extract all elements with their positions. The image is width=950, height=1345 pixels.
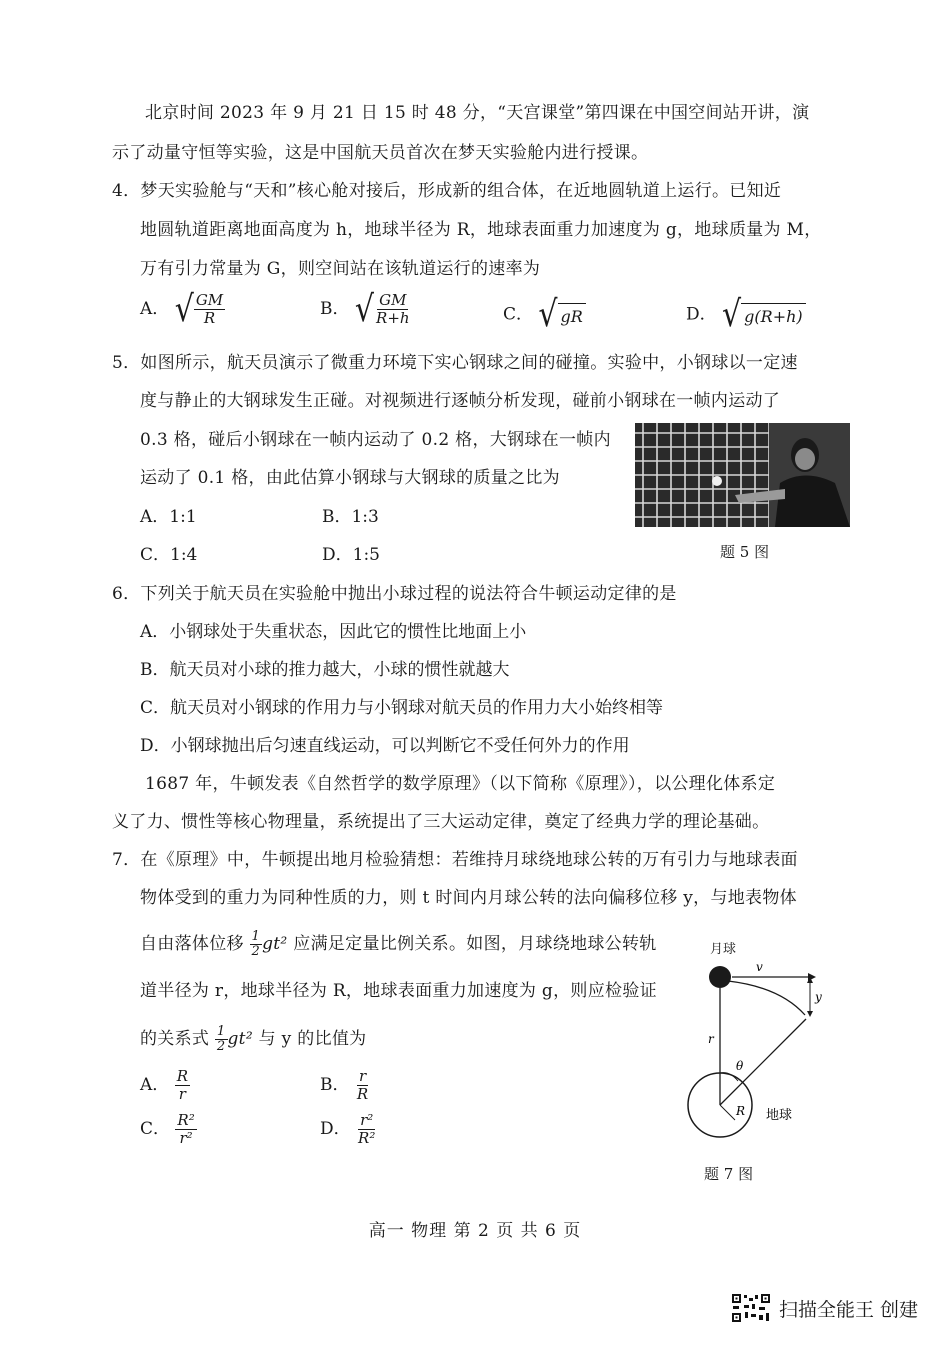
q4-line-2: 地圆轨道距离地面高度为 h，地球半径为 R，地球表面重力加速度为 g，地球质量为 M， [140,220,822,240]
intro-line-2: 示了动量守恒等实验，这是中国航天员首次在梦天实验舱内进行授课。 [112,143,649,163]
q6-option-b: B．航天员对小球的推力越大，小球的惯性就越大 [140,660,510,680]
q7-option-b: B． $\frac{r}{R}$ [320,1067,369,1103]
q6-option-c: C．航天员对小钢球的作用力与小钢球对航天员的作用力大小始终相等 [140,698,664,718]
velocity-label: v [756,960,763,974]
half-fraction: $\frac{1}{2}$ [216,1024,226,1054]
r-label: r [708,1032,714,1046]
q4-option-d [686,293,806,336]
q4-option-a [140,287,225,330]
fraction: $\frac{R}{r}$ [176,1067,188,1103]
option-label: A． [140,299,170,319]
q5-line-2: 度与静止的大钢球发生正碰。对视频进行逐帧分析发现，碰前小钢球在一帧内运动了 [140,391,781,411]
q5-option-a: A．1:1 [140,507,197,527]
moon-icon [709,966,731,988]
sqrt-expression: √ gR [538,300,585,330]
q5-option-b: B．1:3 [322,507,379,527]
astronaut-grid-photo [635,423,850,527]
earth-label: 地球 [766,1108,793,1123]
q5-line-3: 0.3 格，碰后小钢球在一帧内运动了 0.2 格，大钢球在一帧内 [140,430,611,450]
q5-option-c: C．1:4 [140,545,198,565]
q4-line-1: 4．梦天实验舱与“天和”核心舱对接后，形成新的组合体，在近地圆轨道上运行。已知近 [112,181,782,201]
q7-orbit-diagram [680,935,850,1160]
q6-option-a: A．小钢球处于失重状态，因此它的惯性比地面上小 [140,622,527,642]
q4-line-3: 万有引力常量为 G，则空间站在该轨道运行的速率为 [140,259,541,279]
sqrt-expression: √ $\frac{GM}{R+h}$ [354,287,410,330]
moon-label: 月球 [710,942,737,957]
scanner-app-name: 扫描全能王 创建 [778,1298,918,1321]
q4-option-b [320,287,412,330]
q7-line-1: 7．在《原理》中，牛顿提出地月检验猜想：若维持月球绕地球公转的万有引力与地球表面 [112,850,798,870]
fraction: $\frac{r}{R}$ [356,1067,369,1103]
sqrt-expression: √ g(R+h) [722,300,806,330]
option-label: C． [503,304,534,325]
q5-line-1: 5．如图所示，航天员演示了微重力环境下实心钢球之间的碰撞。实验中，小钢球以一定速 [112,353,798,373]
y-label: y [815,990,822,1004]
intro2-line-2: 义了力、惯性等核心物理量，系统提出了三大运动定律，奠定了经典力学的理论基础。 [112,812,770,832]
intro-line-1: 北京时间 2023 年 9 月 21 日 15 时 48 分，“天宫课堂”第四课在中国空间站开讲，演 [145,103,810,123]
q7-line-5: 的关系式 $\frac{1}{2}$ gt² 与 y 的比值为 [140,1024,367,1054]
q7-line-4: 道半径为 r，地球半径为 R，地球表面重力加速度为 g，则应检验证 [140,981,657,1001]
radius-line-2 [720,1019,806,1105]
q4-option-c [503,293,586,336]
fraction: $\frac{\text{R²}}{\text{r²}}$ [177,1111,195,1147]
fraction: $\frac{GM}{R}$ [195,291,224,327]
intro2-line-1: 1687 年，牛顿发表《自然哲学的数学原理》（以下简称《原理》），以公理化体系定 [145,774,776,794]
earth-radius-label: R [736,1104,746,1118]
scanner-watermark [731,1293,918,1323]
q6-option-d: D．小钢球抛出后匀速直线运动，可以判断它不受任何外力的作用 [140,736,630,756]
q5-option-d: D．1:5 [322,545,380,565]
q6-line-1: 6．下列关于航天员在实验舱中抛出小球过程的说法符合牛顿运动定律的是 [112,584,677,604]
q7-figure-caption: 题 7 图 [704,1165,754,1183]
q5-photo [635,423,850,527]
q5-line-4: 运动了 0.1 格，由此估算小钢球与大钢球的质量之比为 [140,468,560,488]
fraction: $\frac{\text{r²}}{\text{R²}}$ [358,1111,376,1147]
qr-code-icon [731,1293,771,1323]
q7-line-3: 自由落体位移 $\frac{1}{2}$ gt² 应满足定量比例关系。如图，月球绕地球公转轨 [140,929,657,959]
option-label: D． [686,304,717,325]
q7-option-c: C． $\frac{\text{R²}}{\text{r²}}$ [140,1111,195,1147]
q7-option-d: D． $\frac{\text{r²}}{\text{R²}}$ [320,1111,376,1147]
theta-label: θ [736,1059,744,1073]
fraction: $\frac{GM}{R+h}$ [376,291,410,327]
option-label: B． [320,299,350,319]
q5-figure-caption: 题 5 图 [720,543,770,561]
q7-line-2: 物体受到的重力为同种性质的力，则 t 时间内月球公转的法向偏移位移 y，与地表物体 [140,888,797,908]
orbit-arc [728,981,805,1015]
page-footer: 高一 物理 第 2 页 共 6 页 [368,1221,582,1241]
half-fraction: $\frac{1}{2}$ [251,929,261,959]
q7-option-a: A． $\frac{R}{r}$ [140,1067,188,1103]
sqrt-expression: √ $\frac{GM}{R}$ [174,287,224,330]
